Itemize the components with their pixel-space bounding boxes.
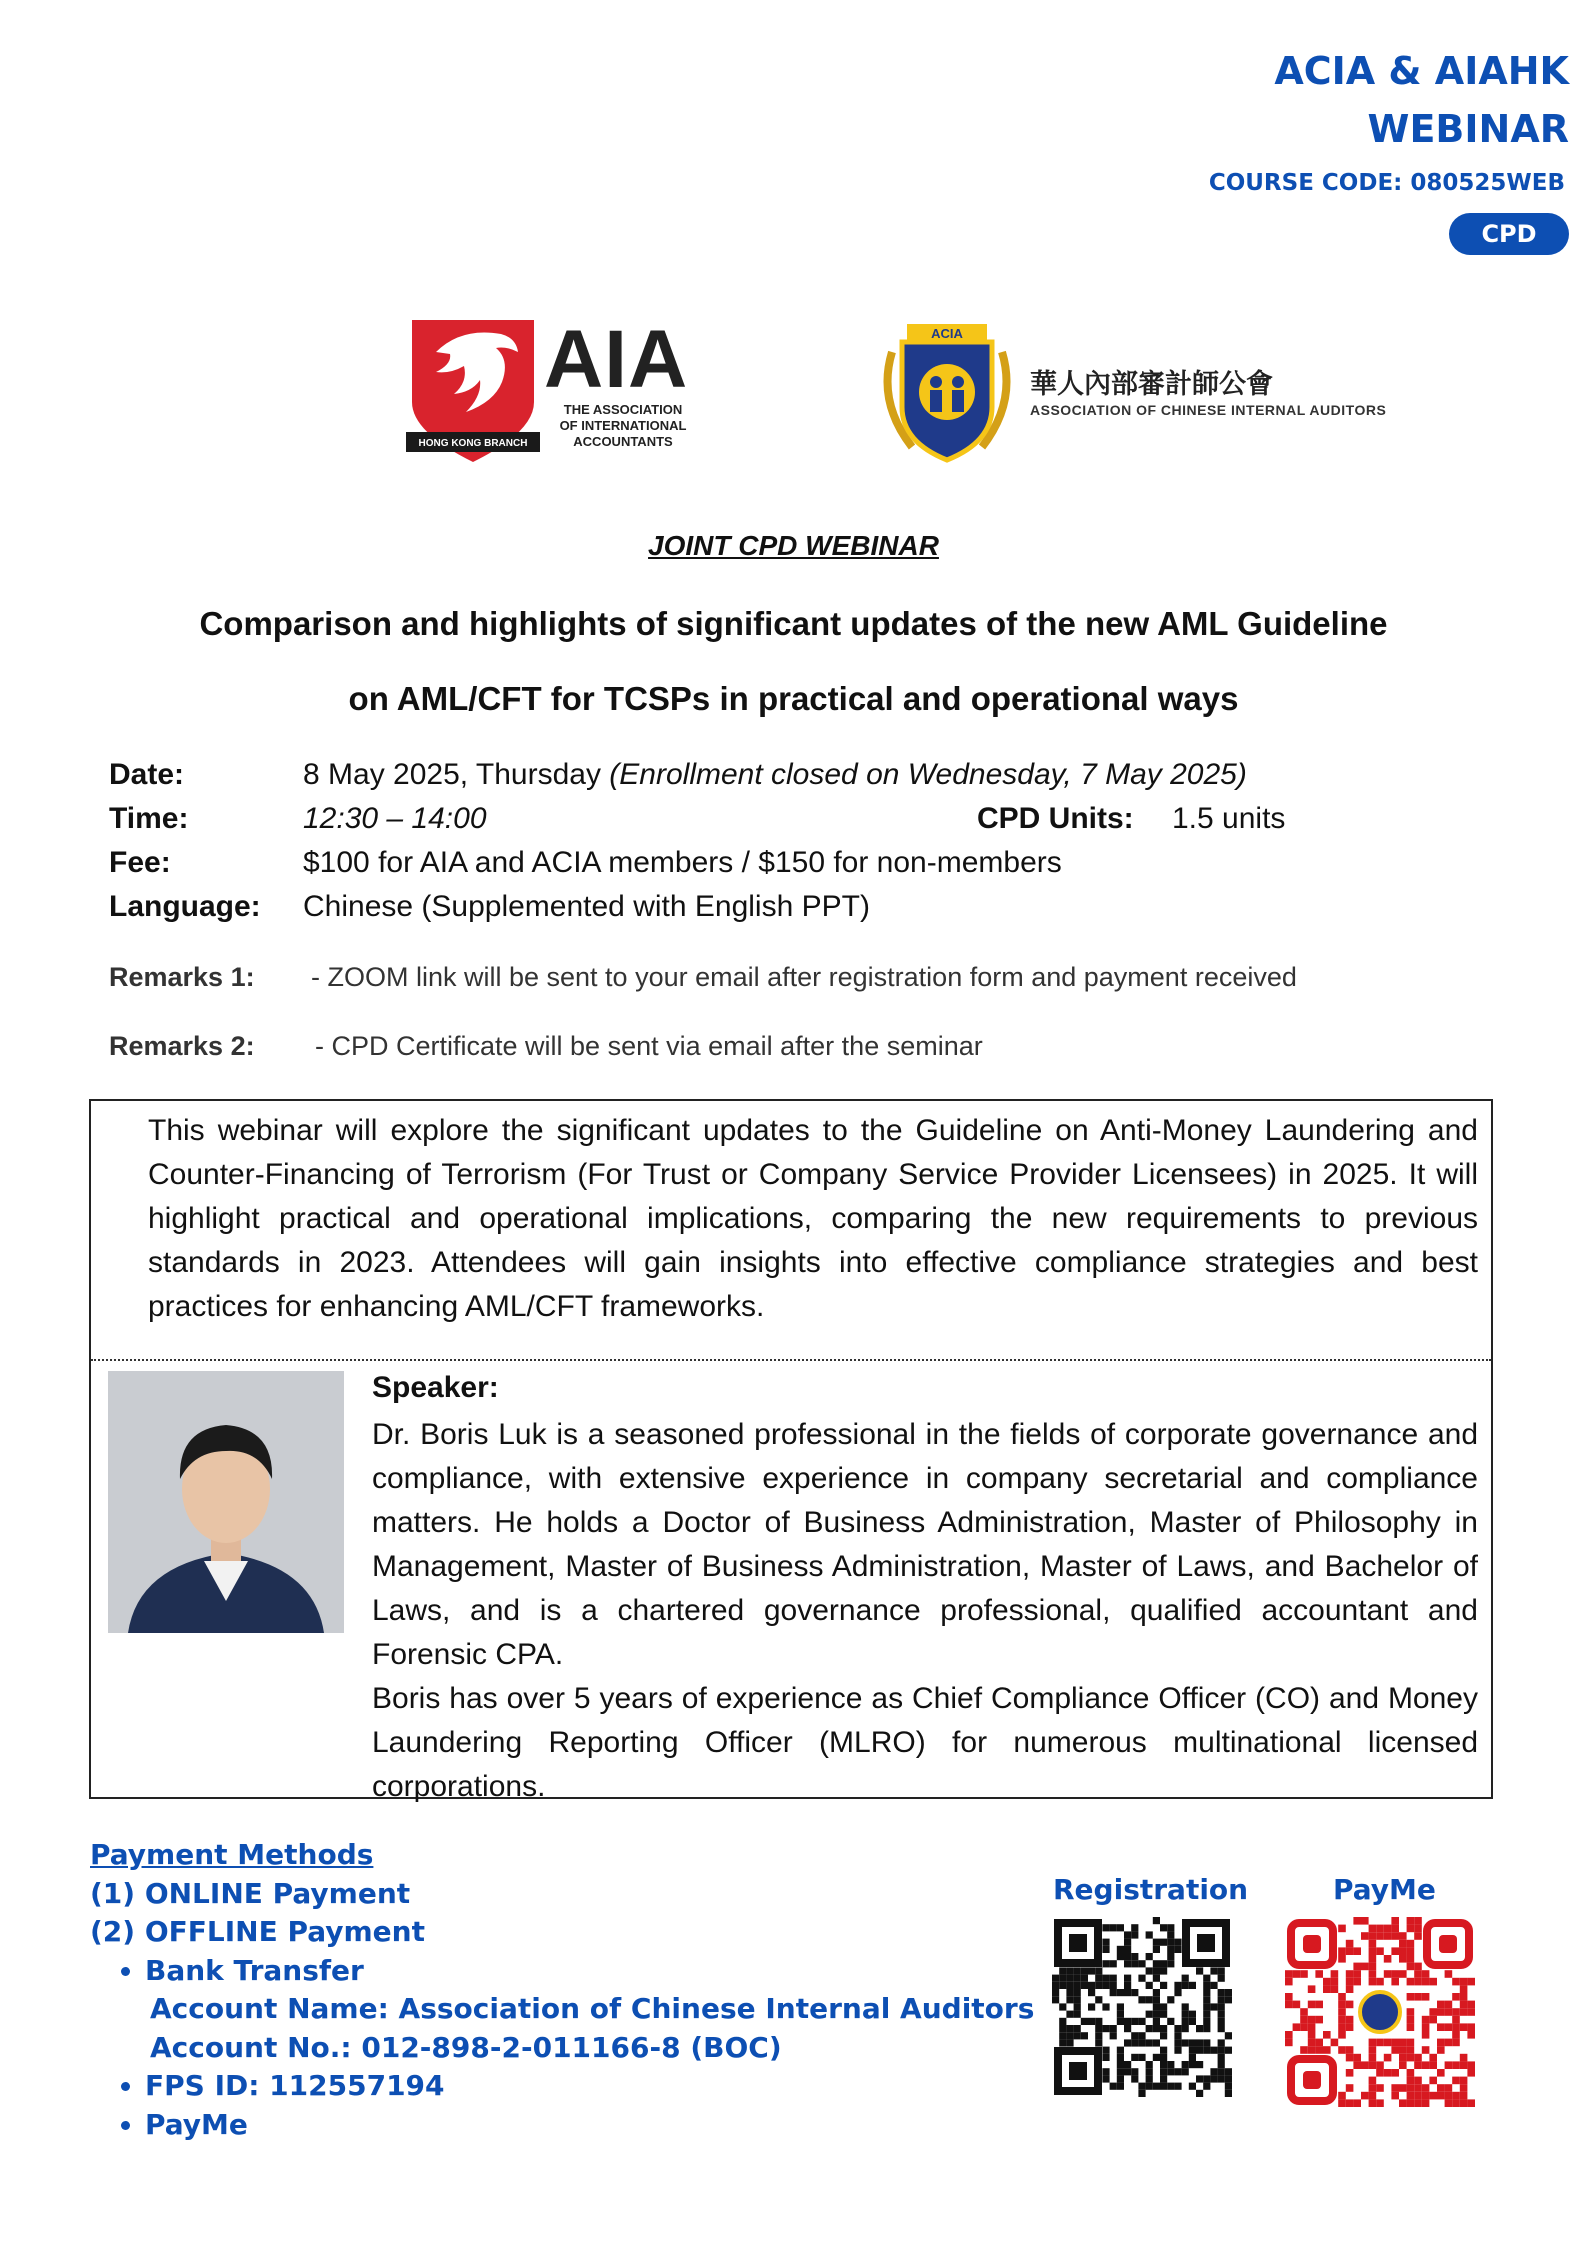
remarks-1-label: Remarks 1:	[109, 962, 255, 992]
joint-cpd-heading: JOINT CPD WEBINAR	[648, 530, 939, 561]
remarks-2-label: Remarks 2:	[109, 1031, 255, 1061]
registration-qr-code[interactable]	[1052, 1917, 1232, 2097]
fps-item: • FPS ID: 112557194	[145, 2067, 1034, 2106]
speaker-label: Speaker:	[372, 1371, 499, 1404]
time-label: Time:	[109, 802, 189, 835]
online-payment: (1) ONLINE Payment	[90, 1876, 411, 1910]
aia-sub-1: THE ASSOCIATION	[563, 402, 683, 417]
aia-sub-2: OF INTERNATIONAL	[559, 418, 687, 433]
cpd-units-value: 1.5 units	[1172, 802, 1286, 835]
aia-subtitle	[548, 402, 698, 450]
acia-logo	[872, 312, 1022, 472]
fee-label: Fee:	[109, 846, 171, 879]
description-box	[89, 1099, 1493, 1803]
course-title-line-2: on AML/CFT for TCSPs in practical and operational ways	[348, 680, 1239, 717]
aia-ribbon-text: HONG KONG BRANCH	[418, 438, 528, 449]
registration-qr-label: Registration	[1053, 1873, 1249, 1906]
cpd-badge: CPD	[1449, 213, 1569, 255]
aia-sub-3: ACCOUNTANTS	[573, 434, 673, 449]
payment-list	[90, 1952, 1034, 1991]
bank-transfer-item: • Bank Transfer	[145, 1952, 1034, 1991]
speaker-bio-1: Dr. Boris Luk is a seasoned professional in the fields of corporate governance and compliance, with extensive experience in company secretarial and compliance matters. He holds a Doctor of Business Administration, Master of Philosophy in Management, Master of Business Administration, Master of Laws, and Bachelor of Laws, and is a chartered governance professional, qualified accountant and Forensic CPA.	[372, 1418, 1478, 1671]
description-text: This webinar will explore the significant updates to the Guideline on Anti-Money Laundering and Counter-Financing of Terrorism (For Trust or Company Service Provider Licensees) in 2025. It will highlight practical and operational implications, comparing the new requirements to previous standards in 2023. Attendees will gain insights into effective compliance strategies and best practices for enhancing AML/CFT frameworks.	[148, 1114, 1478, 1323]
speaker-photo	[108, 1371, 344, 1633]
payme-qr-label: PayMe	[1333, 1873, 1436, 1906]
remarks-2-value: - CPD Certificate will be sent via email after the seminar	[315, 1031, 983, 1061]
acia-english-name: ASSOCIATION OF CHINESE INTERNAL AUDITORS	[1030, 402, 1387, 418]
cpd-units-label: CPD Units:	[977, 802, 1134, 835]
date-value: 8 May 2025, Thursday (Enrollment closed on Wednesday, 7 May 2025)	[303, 758, 1247, 791]
account-name: Account Name: Association of Chinese Internal Auditors	[150, 1992, 1035, 2025]
payment-heading[interactable]: Payment Methods	[90, 1838, 374, 1871]
remarks-1-value: - ZOOM link will be sent to your email after registration form and payment received	[311, 962, 1297, 992]
people-icon	[919, 364, 975, 420]
offline-payment: (2) OFFLINE Payment	[90, 1915, 425, 1948]
payment-methods	[90, 1836, 1034, 2144]
payme-qr-code[interactable]	[1285, 1917, 1475, 2107]
acia-chinese-name: 華人內部審計師公會	[1030, 369, 1273, 400]
aia-wordmark: AIA	[544, 314, 689, 405]
date-label: Date:	[109, 758, 185, 791]
time-value: 12:30 – 14:00	[303, 802, 487, 835]
payme-item: • PayMe	[145, 2106, 1034, 2145]
date-note: (Enrollment closed on Wednesday, 7 May 2025)	[609, 758, 1247, 791]
webinar-title	[1274, 42, 1569, 158]
language-label: Language:	[109, 890, 261, 923]
account-number: Account No.: 012-898-2-011166-8 (BOC)	[150, 2030, 782, 2064]
speaker-bio-2: Boris has over 5 years of experience as Chief Compliance Officer (CO) and Money Laundering Reporting Officer (MLRO) for numerous multinational licensed corporations.	[372, 1682, 1478, 1803]
speaker-bio	[372, 1413, 1478, 1809]
payment-list-2	[90, 2067, 1034, 2144]
acia-mini-logo-icon	[1360, 1992, 1400, 2032]
fee-value: $100 for AIA and ACIA members / $150 for non-members	[303, 846, 1062, 879]
title-line-1: ACIA & AIAHK	[1274, 49, 1569, 93]
divider	[91, 1359, 1491, 1361]
acia-emblem-text: ACIA	[931, 326, 963, 341]
course-title-line-1: Comparison and highlights of significant updates of the new AML Guideline	[199, 605, 1388, 642]
language-value: Chinese (Supplemented with English PPT)	[303, 890, 870, 923]
title-line-2: WEBINAR	[1367, 107, 1569, 151]
course-code: COURSE CODE: 080525WEB	[1208, 170, 1565, 196]
